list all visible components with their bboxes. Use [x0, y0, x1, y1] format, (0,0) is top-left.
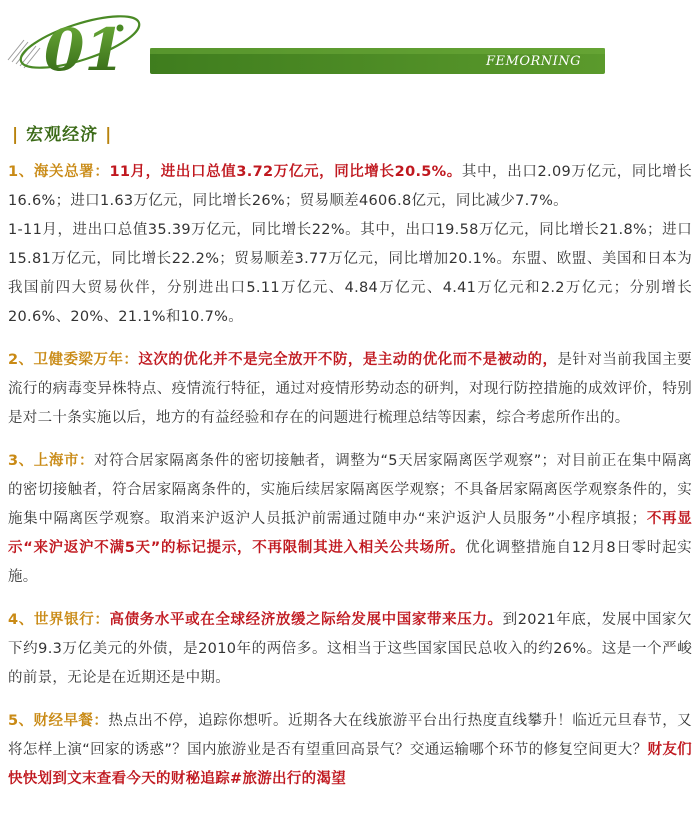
item-source: 卫健委梁万年： — [33, 352, 139, 368]
item-text: 是针对当前我国主要流行的病毒变异株特点、疫情流行特征，通过对疫情形势动态的研判，对现行防控措施的成效评价，特别是对二十条实施以后，地方的有益经验和存在的问题进行梳理总结等因素，综合考虑所作出的。 — [8, 352, 692, 426]
item-source: 世界银行： — [33, 612, 110, 628]
item-index: 3、 — [8, 453, 34, 469]
brand-label: FEMORNING — [486, 54, 582, 69]
item-source: 海关总署： — [33, 164, 110, 180]
news-item-finance-breakfast — [8, 707, 692, 794]
item-highlight-link[interactable]: 财友们快快划到文末查看今天的财秘追踪#旅游出行的渴望 — [8, 742, 692, 787]
section-title-text: 宏观经济 — [26, 125, 99, 145]
news-item-customs — [8, 158, 692, 332]
news-list — [8, 158, 692, 808]
item-text: 到2021年底，发展中国家欠下约9.3万亿美元的外债，是2010年的两倍多。这相当于这些国家国民总收入的约26%。这是一个严峻的前景，无论是在近期还是中期。 — [8, 612, 692, 686]
news-item-world-bank — [8, 606, 692, 693]
title-bar-right: | — [105, 125, 113, 145]
header-banner — [0, 0, 700, 92]
item-text: 对符合居家隔离条件的密切接触者，调整为“5天居家隔离医学观察”；对目前正在集中隔离的密切接触者，符合居家隔离条件的，实施后续居家隔离医学观察；不具备居家隔离医学观察条件的，实施集中隔离医学观察。取消来沪返沪人员抵沪前需通过随申办“来沪返沪人员服务”小程序填报； — [8, 453, 692, 527]
item-highlight: 不再显示“来沪返沪不满5天”的标记提示，不再限制其进入相关公共场所。 — [8, 511, 692, 556]
item-text-secondary: 1-11月，进出口总值35.39万亿元，同比增长22%。其中，出口19.58万亿元，同比增长21.8%；进口15.81万亿元，同比增长22.2%；贸易顺差3.77万亿元，同比增加20.1%。东盟、欧盟、美国和日本为我国前四大贸易伙伴，分别进出口5.11万亿元、4.84万亿元、4.41万亿元和2.2万亿元；分别增长20.6%、20%、21.1%和10.7%。 — [8, 222, 692, 325]
news-item-shanghai — [8, 447, 692, 592]
item-index: 1、 — [8, 164, 34, 180]
news-item-health-commission — [8, 346, 692, 433]
item-index: 5、 — [8, 713, 34, 729]
item-text-secondary: 优化调整措施自12月8日零时起实施。 — [8, 540, 692, 585]
title-bar-left: | — [12, 125, 20, 145]
item-highlight: 高债务水平或在全球经济放缓之际给发展中国家带来压力。 — [109, 612, 503, 628]
item-index: 2、 — [8, 352, 34, 368]
item-text: 热点出不停，追踪你想听。近期各大在线旅游平台出行热度直线攀升！临近元旦春节，又将怎样上演“回家的诱惑”？国内旅游业是否有望重回高景气？交通运输哪个环节的修复空间更大？ — [8, 713, 692, 758]
item-source: 上海市： — [33, 453, 95, 469]
item-source: 财经早餐： — [33, 713, 109, 729]
item-highlight: 11月，进出口总值3.72万亿元，同比增长20.5%。 — [109, 164, 462, 180]
item-highlight: 这次的优化并不是完全放开不防，是主动的优化而不是被动的， — [138, 352, 558, 368]
section-title — [12, 120, 112, 145]
number-badge-graphic — [0, 0, 700, 92]
item-index: 4、 — [8, 612, 34, 628]
section-number: 01 — [44, 16, 125, 84]
item-text: 其中，出口2.09万亿元，同比增长16.6%；进口1.63万亿元，同比增长26%；贸易顺差4606.8亿元，同比减少7.7%。 — [8, 164, 692, 209]
